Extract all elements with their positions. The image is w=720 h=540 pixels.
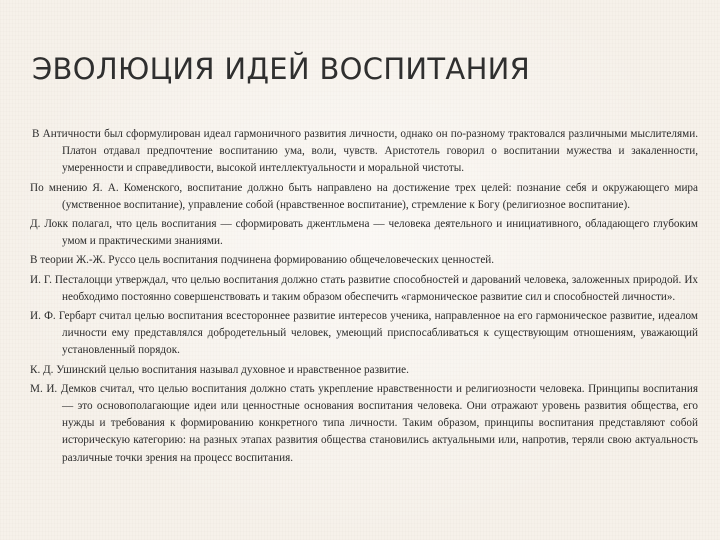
paragraph-herbart: И. Ф. Гербарт считал целью воспитания всестороннее развитие интересов ученика, направленное на его гармоническое развитие, идеалом личности ему представлялся добродетельный человек, умеющий приспосабливаться к существующим отношениям, уважающий установленный порядок. <box>30 310 698 357</box>
paragraph-antiquity: В Античности был сформулирован идеал гармоничного развития личности, однако он по-разному трактовался различными мыслителями. Платон отдавал предпочтение воспитанию ума, воли, чувств. Аристотель говорил о воспитании мужества и закаленности, умеренности и справедливости, высокой интеллектуальности и моральной чистоты. <box>32 128 698 175</box>
paragraph-locke: Д. Локк полагал, что цель воспитания — сформировать джентльмена — человека деятельного и инициативного, обладающего глубоким умом и практическими знаниями. <box>30 218 698 248</box>
paragraph-rousseau: В теории Ж.-Ж. Руссо цель воспитания подчинена формированию общечеловеческих ценностей. <box>30 254 495 267</box>
slide-body <box>30 126 698 469</box>
paragraph-comenius: По мнению Я. А. Коменского, воспитание должно быть направлено на достижение трех целей: познание себя и окружающего мира (умственное воспитание), управление собой (нравственное воспитание), стремление к Богу (религиозное воспитание). <box>30 181 698 211</box>
paragraph-ushinsky: К. Д. Ушинский целью воспитания называл духовное и нравственное развитие. <box>30 363 409 376</box>
slide-title: ЭВОЛЮЦИЯ ИДЕЙ ВОСПИТАНИЯ <box>32 52 531 86</box>
paragraph-demkov: М. И. Демков считал, что целью воспитания должно стать укрепление нравственности и религиозности человека. Принципы воспитания — это основополагающие идеи или ценностные основания воспитания человека. Они отражают уровень развития общества, его нужды и требования к формированию конкретного типа личности. Таким образом, принципы воспитания представляют собой историческую категорию: на разных этапах развития общества становились актуальными или, напротив, теряли свою актуальность различные точки зрения на процесс воспитания. <box>30 382 698 464</box>
paragraph-pestalozzi: И. Г. Песталоцци утверждал, что целью воспитания должно стать развитие способностей и дарований человека, заложенных природой. Их необходимо постоянно совершенствовать и таким образом обеспечить «гармоническое развитие сил и способностей личности». <box>30 273 698 303</box>
